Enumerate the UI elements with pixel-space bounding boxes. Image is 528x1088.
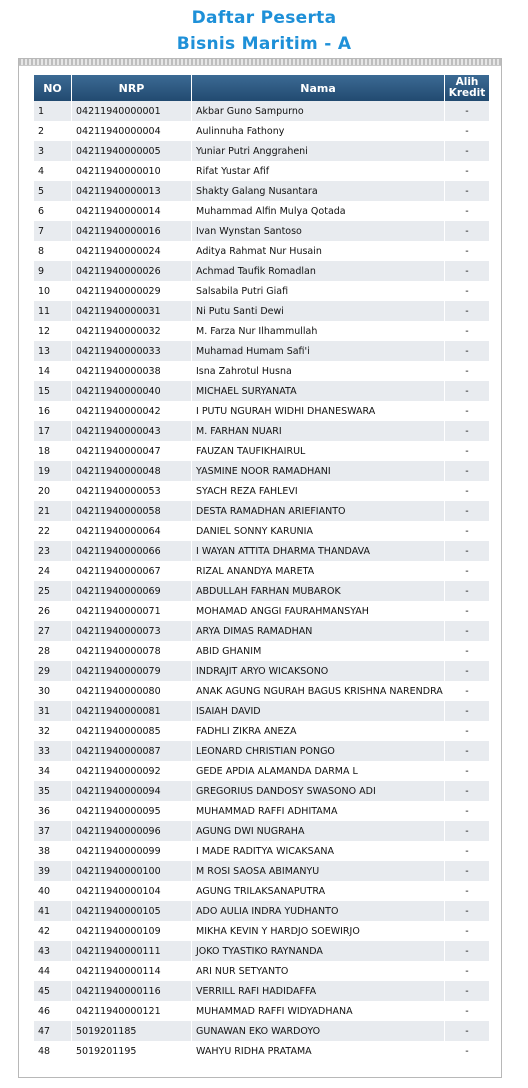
cell-alih-kredit: - (445, 261, 489, 281)
cell-no: 21 (34, 501, 71, 521)
cell-no: 2 (34, 121, 71, 141)
table-row (34, 1041, 489, 1061)
cell-no: 24 (34, 561, 71, 581)
cell-nrp: 04211940000092 (72, 761, 191, 781)
table-row (34, 981, 489, 1001)
cell-no: 40 (34, 881, 71, 901)
table-row (34, 681, 489, 701)
cell-alih-kredit: - (445, 761, 489, 781)
cell-alih-kredit: - (445, 221, 489, 241)
page-title: Daftar Peserta (191, 8, 337, 28)
cell-nrp: 04211940000058 (72, 501, 191, 521)
page-subtitle: Bisnis Maritim - A (176, 34, 352, 54)
cell-no: 9 (34, 261, 71, 281)
panel-top-border (19, 59, 501, 66)
cell-alih-kredit: - (445, 521, 489, 541)
cell-alih-kredit: - (445, 801, 489, 821)
cell-alih-kredit: - (445, 841, 489, 861)
cell-nrp: 04211940000043 (72, 421, 191, 441)
table-row (34, 801, 489, 821)
cell-alih-kredit: - (445, 561, 489, 581)
cell-nama: ADO AULIA INDRA YUDHANTO (192, 901, 444, 921)
cell-alih-kredit: - (445, 341, 489, 361)
cell-nama: GEDE APDIA ALAMANDA DARMA L (192, 761, 444, 781)
cell-nrp: 04211940000096 (72, 821, 191, 841)
header-alih: Alih (455, 76, 479, 88)
cell-nama: M. FARHAN NUARI (192, 421, 444, 441)
cell-nama: Akbar Guno Sampurno (192, 101, 444, 121)
participant-table (33, 75, 490, 1061)
cell-nrp: 04211940000042 (72, 401, 191, 421)
cell-nama: I MADE RADITYA WICAKSANA (192, 841, 444, 861)
cell-alih-kredit: - (445, 361, 489, 381)
cell-no: 1 (34, 101, 71, 121)
cell-alih-kredit: - (445, 781, 489, 801)
cell-nama: AGUNG TRILAKSANAPUTRA (192, 881, 444, 901)
table-row (34, 201, 489, 221)
table-row (34, 321, 489, 341)
cell-alih-kredit: - (445, 421, 489, 441)
cell-alih-kredit: - (445, 121, 489, 141)
table-row (34, 581, 489, 601)
cell-alih-kredit: - (445, 461, 489, 481)
cell-nrp: 04211940000038 (72, 361, 191, 381)
cell-alih-kredit: - (445, 701, 489, 721)
cell-nama: Isna Zahrotul Husna (192, 361, 444, 381)
cell-nrp: 04211940000081 (72, 701, 191, 721)
cell-nrp: 04211940000071 (72, 601, 191, 621)
cell-alih-kredit: - (445, 321, 489, 341)
cell-nrp: 04211940000029 (72, 281, 191, 301)
table-row (34, 141, 489, 161)
cell-nama: Yuniar Putri Anggraheni (192, 141, 444, 161)
cell-alih-kredit: - (445, 961, 489, 981)
cell-no: 16 (34, 401, 71, 421)
cell-nrp: 04211940000085 (72, 721, 191, 741)
cell-alih-kredit: - (445, 821, 489, 841)
cell-no: 22 (34, 521, 71, 541)
cell-nama: RIZAL ANANDYA MARETA (192, 561, 444, 581)
cell-no: 31 (34, 701, 71, 721)
cell-nama: Muhamad Humam Safi'i (192, 341, 444, 361)
cell-nama: GUNAWAN EKO WARDOYO (192, 1021, 444, 1041)
cell-alih-kredit: - (445, 1021, 489, 1041)
cell-no: 12 (34, 321, 71, 341)
table-row (34, 281, 489, 301)
cell-nama: Aulinnuha Fathony (192, 121, 444, 141)
cell-alih-kredit: - (445, 941, 489, 961)
cell-nama: MICHAEL SURYANATA (192, 381, 444, 401)
table-row (34, 221, 489, 241)
participant-panel (18, 58, 502, 1078)
cell-nrp: 04211940000087 (72, 741, 191, 761)
cell-no: 11 (34, 301, 71, 321)
cell-nama: LEONARD CHRISTIAN PONGO (192, 741, 444, 761)
header-kredit: Kredit (448, 87, 486, 99)
cell-nama: VERRILL RAFI HADIDAFFA (192, 981, 444, 1001)
table-row (34, 601, 489, 621)
cell-alih-kredit: - (445, 601, 489, 621)
cell-nrp: 04211940000001 (72, 101, 191, 121)
cell-nama: YASMINE NOOR RAMADHANI (192, 461, 444, 481)
table-header-row (34, 75, 489, 101)
table-row (34, 721, 489, 741)
cell-alih-kredit: - (445, 401, 489, 421)
cell-alih-kredit: - (445, 201, 489, 221)
cell-no: 41 (34, 901, 71, 921)
cell-nrp: 04211940000121 (72, 1001, 191, 1021)
cell-nrp: 04211940000080 (72, 681, 191, 701)
cell-nrp: 04211940000047 (72, 441, 191, 461)
cell-nrp: 04211940000010 (72, 161, 191, 181)
cell-alih-kredit: - (445, 541, 489, 561)
table-row (34, 421, 489, 441)
cell-no: 46 (34, 1001, 71, 1021)
table-row (34, 781, 489, 801)
cell-alih-kredit: - (445, 141, 489, 161)
table-row (34, 561, 489, 581)
cell-nrp: 04211940000016 (72, 221, 191, 241)
table-row (34, 1021, 489, 1041)
cell-nrp: 04211940000116 (72, 981, 191, 1001)
cell-nrp: 04211940000026 (72, 261, 191, 281)
cell-no: 27 (34, 621, 71, 641)
cell-nama: ISAIAH DAVID (192, 701, 444, 721)
cell-alih-kredit: - (445, 581, 489, 601)
header-nama: Nama (192, 75, 444, 101)
table-row (34, 341, 489, 361)
cell-no: 38 (34, 841, 71, 861)
cell-nrp: 04211940000104 (72, 881, 191, 901)
cell-nrp: 04211940000109 (72, 921, 191, 941)
cell-nrp: 04211940000040 (72, 381, 191, 401)
cell-no: 6 (34, 201, 71, 221)
cell-alih-kredit: - (445, 481, 489, 501)
cell-nama: Ni Putu Santi Dewi (192, 301, 444, 321)
table-row (34, 541, 489, 561)
cell-nrp: 04211940000024 (72, 241, 191, 261)
cell-nrp: 04211940000048 (72, 461, 191, 481)
cell-alih-kredit: - (445, 661, 489, 681)
cell-no: 23 (34, 541, 71, 561)
cell-no: 44 (34, 961, 71, 981)
cell-alih-kredit: - (445, 301, 489, 321)
cell-alih-kredit: - (445, 901, 489, 921)
table-row (34, 261, 489, 281)
cell-no: 14 (34, 361, 71, 381)
header-alih-kredit (445, 75, 489, 101)
cell-nrp: 04211940000067 (72, 561, 191, 581)
cell-alih-kredit: - (445, 861, 489, 881)
cell-nama: FADHLI ZIKRA ANEZA (192, 721, 444, 741)
table-row (34, 901, 489, 921)
cell-no: 36 (34, 801, 71, 821)
cell-no: 45 (34, 981, 71, 1001)
table-row (34, 181, 489, 201)
cell-nrp: 04211940000095 (72, 801, 191, 821)
cell-nrp: 04211940000094 (72, 781, 191, 801)
cell-nama: Rifat Yustar Afif (192, 161, 444, 181)
cell-no: 39 (34, 861, 71, 881)
cell-nrp: 04211940000078 (72, 641, 191, 661)
cell-no: 34 (34, 761, 71, 781)
cell-alih-kredit: - (445, 501, 489, 521)
cell-nrp: 04211940000053 (72, 481, 191, 501)
table-row (34, 661, 489, 681)
cell-no: 35 (34, 781, 71, 801)
table-row (34, 481, 489, 501)
cell-nama: ABDULLAH FARHAN MUBAROK (192, 581, 444, 601)
table-row (34, 241, 489, 261)
table-row (34, 441, 489, 461)
table-row (34, 641, 489, 661)
table-row (34, 1001, 489, 1021)
cell-nama: Ivan Wynstan Santoso (192, 221, 444, 241)
cell-no: 29 (34, 661, 71, 681)
cell-no: 13 (34, 341, 71, 361)
cell-nama: SYACH REZA FAHLEVI (192, 481, 444, 501)
cell-nama: AGUNG DWI NUGRAHA (192, 821, 444, 841)
cell-nrp: 04211940000032 (72, 321, 191, 341)
header-no: NO (34, 75, 71, 101)
table-row (34, 841, 489, 861)
cell-no: 20 (34, 481, 71, 501)
table-row (34, 121, 489, 141)
cell-nama: MUHAMMAD RAFFI ADHITAMA (192, 801, 444, 821)
table-row (34, 621, 489, 641)
cell-alih-kredit: - (445, 721, 489, 741)
cell-nama: Shakty Galang Nusantara (192, 181, 444, 201)
cell-no: 37 (34, 821, 71, 841)
cell-alih-kredit: - (445, 641, 489, 661)
cell-no: 25 (34, 581, 71, 601)
cell-nama: M ROSI SAOSA ABIMANYU (192, 861, 444, 881)
cell-nama: Salsabila Putri Giafi (192, 281, 444, 301)
cell-alih-kredit: - (445, 241, 489, 261)
cell-no: 28 (34, 641, 71, 661)
table-row (34, 401, 489, 421)
cell-no: 18 (34, 441, 71, 461)
cell-nrp: 5019201195 (72, 1041, 191, 1061)
cell-alih-kredit: - (445, 381, 489, 401)
cell-alih-kredit: - (445, 741, 489, 761)
cell-nama: MOHAMAD ANGGI FAURAHMANSYAH (192, 601, 444, 621)
cell-nrp: 04211940000005 (72, 141, 191, 161)
cell-nrp: 04211940000069 (72, 581, 191, 601)
cell-no: 32 (34, 721, 71, 741)
table-row (34, 161, 489, 181)
cell-nama: GREGORIUS DANDOSY SWASONO ADI (192, 781, 444, 801)
cell-alih-kredit: - (445, 621, 489, 641)
cell-no: 7 (34, 221, 71, 241)
cell-no: 15 (34, 381, 71, 401)
cell-alih-kredit: - (445, 881, 489, 901)
table-body (34, 101, 489, 1061)
cell-no: 42 (34, 921, 71, 941)
cell-no: 43 (34, 941, 71, 961)
cell-no: 47 (34, 1021, 71, 1041)
cell-alih-kredit: - (445, 921, 489, 941)
cell-alih-kredit: - (445, 281, 489, 301)
cell-nrp: 04211940000105 (72, 901, 191, 921)
table-row (34, 501, 489, 521)
cell-nrp: 04211940000033 (72, 341, 191, 361)
cell-nama: Muhammad Alfin Mulya Qotada (192, 201, 444, 221)
cell-alih-kredit: - (445, 981, 489, 1001)
table-row (34, 941, 489, 961)
cell-nrp: 04211940000079 (72, 661, 191, 681)
cell-alih-kredit: - (445, 1041, 489, 1061)
cell-nama: WAHYU RIDHA PRATAMA (192, 1041, 444, 1061)
table-row (34, 961, 489, 981)
cell-nama: DESTA RAMADHAN ARIEFIANTO (192, 501, 444, 521)
cell-no: 26 (34, 601, 71, 621)
cell-no: 8 (34, 241, 71, 261)
table-row (34, 921, 489, 941)
cell-no: 48 (34, 1041, 71, 1061)
cell-no: 19 (34, 461, 71, 481)
cell-nama: ARYA DIMAS RAMADHAN (192, 621, 444, 641)
cell-alih-kredit: - (445, 1001, 489, 1021)
cell-nama: ANAK AGUNG NGURAH BAGUS KRISHNA NARENDRA (192, 681, 444, 701)
table-row (34, 881, 489, 901)
cell-nama: ARI NUR SETYANTO (192, 961, 444, 981)
table-row (34, 861, 489, 881)
cell-nrp: 04211940000099 (72, 841, 191, 861)
cell-no: 33 (34, 741, 71, 761)
table-row (34, 821, 489, 841)
cell-alih-kredit: - (445, 441, 489, 461)
cell-alih-kredit: - (445, 101, 489, 121)
cell-nrp: 04211940000100 (72, 861, 191, 881)
table-row (34, 521, 489, 541)
table-row (34, 461, 489, 481)
header-nrp: NRP (72, 75, 191, 101)
cell-no: 4 (34, 161, 71, 181)
table-row (34, 761, 489, 781)
cell-nrp: 04211940000013 (72, 181, 191, 201)
cell-nama: ABID GHANIM (192, 641, 444, 661)
table-row (34, 361, 489, 381)
cell-nrp: 04211940000073 (72, 621, 191, 641)
cell-nama: Achmad Taufik Romadlan (192, 261, 444, 281)
cell-nama: INDRAJIT ARYO WICAKSONO (192, 661, 444, 681)
cell-nama: MIKHA KEVIN Y HARDJO SOEWIRJO (192, 921, 444, 941)
cell-nrp: 04211940000111 (72, 941, 191, 961)
cell-no: 3 (34, 141, 71, 161)
cell-nama: DANIEL SONNY KARUNIA (192, 521, 444, 541)
cell-nama: M. Farza Nur Ilhammullah (192, 321, 444, 341)
table-row (34, 301, 489, 321)
table-row (34, 381, 489, 401)
cell-nama: JOKO TYASTIKO RAYNANDA (192, 941, 444, 961)
table-row (34, 101, 489, 121)
cell-nama: I WAYAN ATTITA DHARMA THANDAVA (192, 541, 444, 561)
cell-alih-kredit: - (445, 681, 489, 701)
cell-nrp: 04211940000014 (72, 201, 191, 221)
cell-no: 30 (34, 681, 71, 701)
cell-alih-kredit: - (445, 181, 489, 201)
cell-nrp: 04211940000064 (72, 521, 191, 541)
cell-nrp: 04211940000031 (72, 301, 191, 321)
table-row (34, 701, 489, 721)
table-row (34, 741, 489, 761)
cell-alih-kredit: - (445, 161, 489, 181)
cell-nrp: 04211940000066 (72, 541, 191, 561)
cell-no: 17 (34, 421, 71, 441)
cell-nama: FAUZAN TAUFIKHAIRUL (192, 441, 444, 461)
cell-nama: MUHAMMAD RAFFI WIDYADHANA (192, 1001, 444, 1021)
cell-nama: Aditya Rahmat Nur Husain (192, 241, 444, 261)
cell-nrp: 04211940000004 (72, 121, 191, 141)
cell-no: 5 (34, 181, 71, 201)
cell-no: 10 (34, 281, 71, 301)
cell-nama: I PUTU NGURAH WIDHI DHANESWARA (192, 401, 444, 421)
cell-nrp: 5019201185 (72, 1021, 191, 1041)
cell-nrp: 04211940000114 (72, 961, 191, 981)
